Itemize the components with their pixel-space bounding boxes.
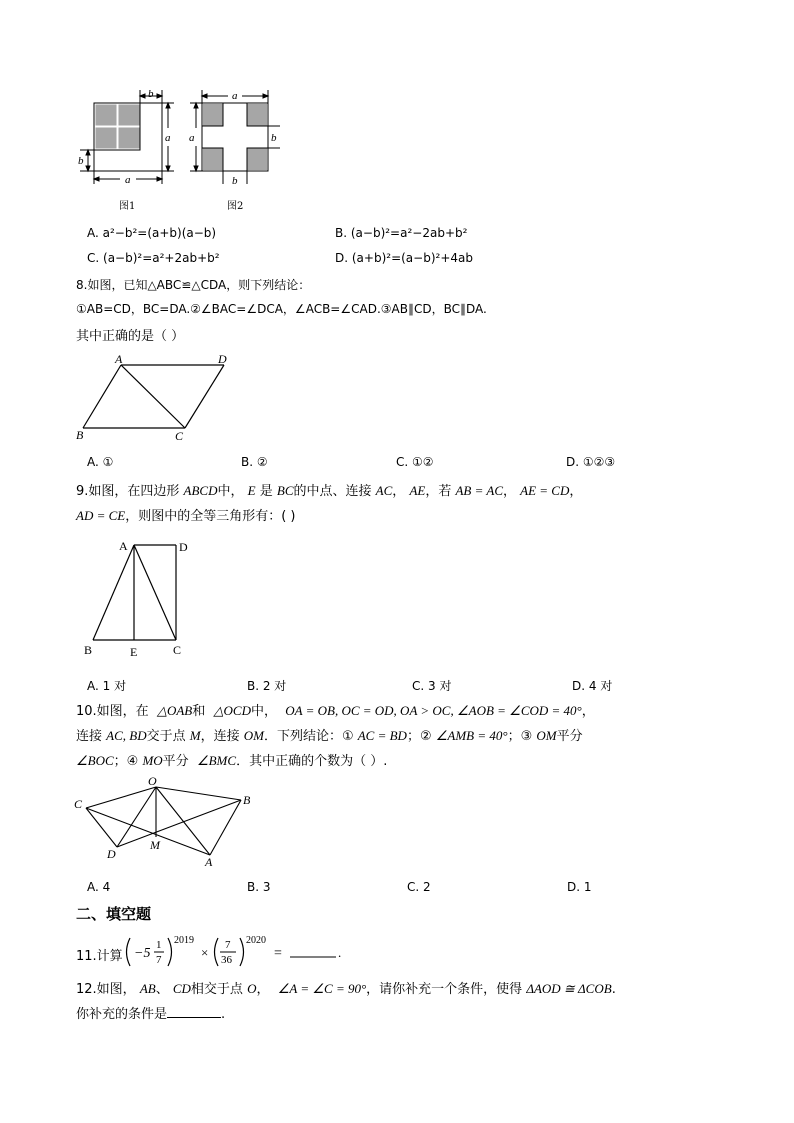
q7-option-c[interactable]: C. (a−b)²=a²+2ab+b² [87,251,220,265]
q8-label-d: D [218,352,227,366]
q11-equals: = [274,946,282,961]
fig2-caption: 图2 [227,201,244,212]
q10-m: M [189,728,201,743]
fig2-label-a-top: a [232,90,238,102]
q9-sep-3: ， [569,484,583,499]
q10-option-b[interactable]: B. 3 [247,880,271,894]
q8-label-b: B [76,428,84,442]
q12-cd: CD [172,981,191,996]
q10-text-2: 和 [192,704,210,719]
q11-frac1-num: 1 [156,939,162,951]
q9-segment-ab [93,545,134,640]
q10-om: OM [243,728,264,743]
q10-label-b: B [243,793,251,807]
q9-option-c[interactable]: C. 3 对 [412,679,452,693]
q10-tri-2: △OCD [213,703,251,718]
q10-segment-db [117,800,241,847]
q10-text-11: 平分 [556,729,583,744]
q10-segment-oc [86,787,156,808]
q9-eq-2: AE = CD [520,483,570,498]
q9-stem-line1 [76,480,582,499]
q10-segment-ab [210,800,241,855]
q9-ac: AC [375,483,393,498]
fig1-label-b-left: b [78,155,84,167]
q9-segment-ac [134,545,176,640]
q9-label-b: B [84,643,93,657]
q10-option-c[interactable]: C. 2 [407,880,431,894]
fig1-square-2 [118,104,140,126]
q8-label-a: A [115,352,123,366]
q11-base: −5 [134,946,151,961]
q10-option-a[interactable]: A. 4 [87,880,111,894]
q10-stem-line2 [76,725,583,744]
q8-option-c[interactable]: C. ①② [396,455,434,469]
q7-option-d[interactable]: D. (a+b)²=(a−b)²+4ab [335,251,473,265]
q10-label-o: O [148,774,157,788]
q10-text-3: 中， [250,704,282,719]
q10-figure [70,772,260,872]
figure-2 [190,90,280,184]
q10-stem-line3 [76,750,387,769]
fig1-label-a-bottom: a [125,174,131,186]
q10-text-10: ；③ [507,729,537,744]
q9-abcd: ABCD [183,483,218,498]
q10-label-a: A [205,855,213,869]
q12-sep: 、 [155,982,169,997]
q8-stem-line1: 8.如图，已知△ABC≌△CDA，则下列结论： [76,278,311,292]
fig1-square-3 [95,127,117,149]
q12-text-4: ，请你补充一个条件，使得 [366,982,527,997]
q10-text-7: ，连接 [200,729,244,744]
q9-text-6: ，则图中的全等三角形有：( ) [125,509,296,524]
fig1-caption: 图1 [119,201,136,212]
q10-acbd: AC, BD [106,728,147,743]
q9-e: E [247,483,256,498]
fig2-label-b-right: b [271,132,277,144]
fig1-square-4 [118,127,140,149]
q10-text-4: ， [581,704,595,719]
q12-text-6: 你补充的条件是 [76,1007,168,1022]
q7-option-a[interactable]: A. a²−b²=(a+b)(a−b) [87,226,217,240]
q11-expression [122,932,352,972]
q9-stem-line2 [76,505,296,524]
q10-claim-4: MO [142,753,163,768]
q10-text-6: 交于点 [146,729,190,744]
q10-label-m: M [150,838,160,852]
q12-text-5: . [611,982,616,997]
fig2-label-a-left: a [189,132,195,144]
q12-congruence: ΔAOD ≅ ΔCOB [526,981,612,996]
q10-claim-2: ∠AMB = 40° [435,728,508,743]
q12-text-2: 相交于点 [190,982,248,997]
q10-angle-boc: ∠BOC [76,753,114,768]
q10-text-13: 平分 [162,754,193,769]
q8-option-d[interactable]: D. ①②③ [566,455,616,469]
q11-exp2: 2020 [246,935,266,946]
q11-paren-left-2 [215,938,219,966]
q10-tri-1: △OAB [156,703,193,718]
q9-text-2: 中， [217,484,244,499]
q12-stem-line2 [76,1003,225,1022]
q9-sep-2: ， [503,484,517,499]
q9-label-e: E [130,645,138,659]
q12-text-1: 12.如图， [76,982,140,997]
q10-condition: OA = OB, OC = OD, OA > OC, ∠AOB = ∠COD = 40° [285,703,582,718]
q10-text-5: 连接 [76,729,107,744]
q10-text-1: 10.如图，在 [76,704,153,719]
q9-option-a[interactable]: A. 1 对 [87,679,127,693]
q11-frac2-num: 7 [225,939,231,951]
q9-bc: BC [276,483,294,498]
q9-label-c: C [173,643,182,657]
q11-prefix: 11.计算 [76,949,123,964]
q7-figure [70,86,290,212]
q11-period: . [338,945,342,960]
q10-claim-3: OM [536,728,557,743]
q11-frac2-den: 36 [221,954,232,966]
q10-stem-line1 [76,700,595,719]
figure-1 [80,90,174,184]
q9-figure [80,535,200,660]
fig2-label-b-bottom: b [232,175,238,187]
q9-option-d[interactable]: D. 4 对 [572,679,613,693]
fig1-square-1 [95,104,117,126]
q9-text-4: 的中点、连接 [293,484,376,499]
q7-option-b[interactable]: B. (a−b)²=a²−2ab+b² [335,226,468,240]
q10-text-9: ；② [406,729,436,744]
q11-times: × [201,945,209,960]
fig1-label-b-top: b [148,88,154,100]
q8-segment-ac [121,365,185,428]
q9-text-3: 是 [259,484,277,499]
q12-stem-line1 [76,978,616,997]
q8-figure [70,350,240,445]
q8-segment-ab [83,365,121,428]
q12-text-7: . [221,1007,226,1022]
q10-segment-ob [156,787,241,800]
q8-stem-line3: 其中正确的是（ ） [76,329,185,344]
q10-text-8: ．下列结论：① [263,729,358,744]
q9-option-b[interactable]: B. 2 对 [247,679,287,693]
q10-label-c: C [74,797,83,811]
q9-eq-3: AD = CE [76,508,126,523]
section-heading-fill-in: 二、填空题 [76,905,152,923]
q8-stem-line2: ①AB=CD，BC=DA.②∠BAC=∠DCA，∠ACB=∠CAD.③AB∥CD，BC∥DA. [76,302,487,316]
q12-ab: AB [139,981,156,996]
q10-angle-bmc: ∠BMC [196,753,237,768]
q8-option-b[interactable]: B. ② [241,455,268,469]
q12-angles: ∠A = ∠C = 90° [277,981,367,996]
q12-o: O [247,981,257,996]
q9-label-a: A [119,539,128,553]
q11-paren-left-1 [127,938,131,966]
q11-paren-right-1 [168,938,172,966]
q9-sep-1: ， [392,484,406,499]
q10-option-d[interactable]: D. 1 [567,880,592,894]
q11-exp1: 2019 [174,935,194,946]
q9-label-d: D [179,540,188,554]
q9-text-5: ，若 [425,484,456,499]
q8-option-a[interactable]: A. ① [87,455,114,469]
fig2-corner-3 [203,148,223,170]
q11-paren-right-2 [240,938,244,966]
q10-claim-1: AC = BD [357,728,407,743]
q10-text-14: ．其中正确的个数为（ ）. [236,754,388,769]
q11-frac1-den: 7 [156,954,162,966]
q12-answer-blank[interactable] [167,1004,221,1018]
fig2-corner-4 [247,148,267,170]
fig2-corner-1 [203,104,223,126]
q9-text-1: 9.如图，在四边形 [76,484,184,499]
q9-eq-1: AB = AC [455,483,503,498]
fig1-label-a-right: a [165,132,171,144]
fig2-corner-2 [247,104,267,126]
q8-segment-cd [185,365,224,428]
q12-text-3: ， [256,982,274,997]
q10-label-d: D [107,847,116,861]
q9-ae: AE [409,483,426,498]
q8-label-c: C [175,429,184,443]
q10-text-12: ；④ [113,754,143,769]
